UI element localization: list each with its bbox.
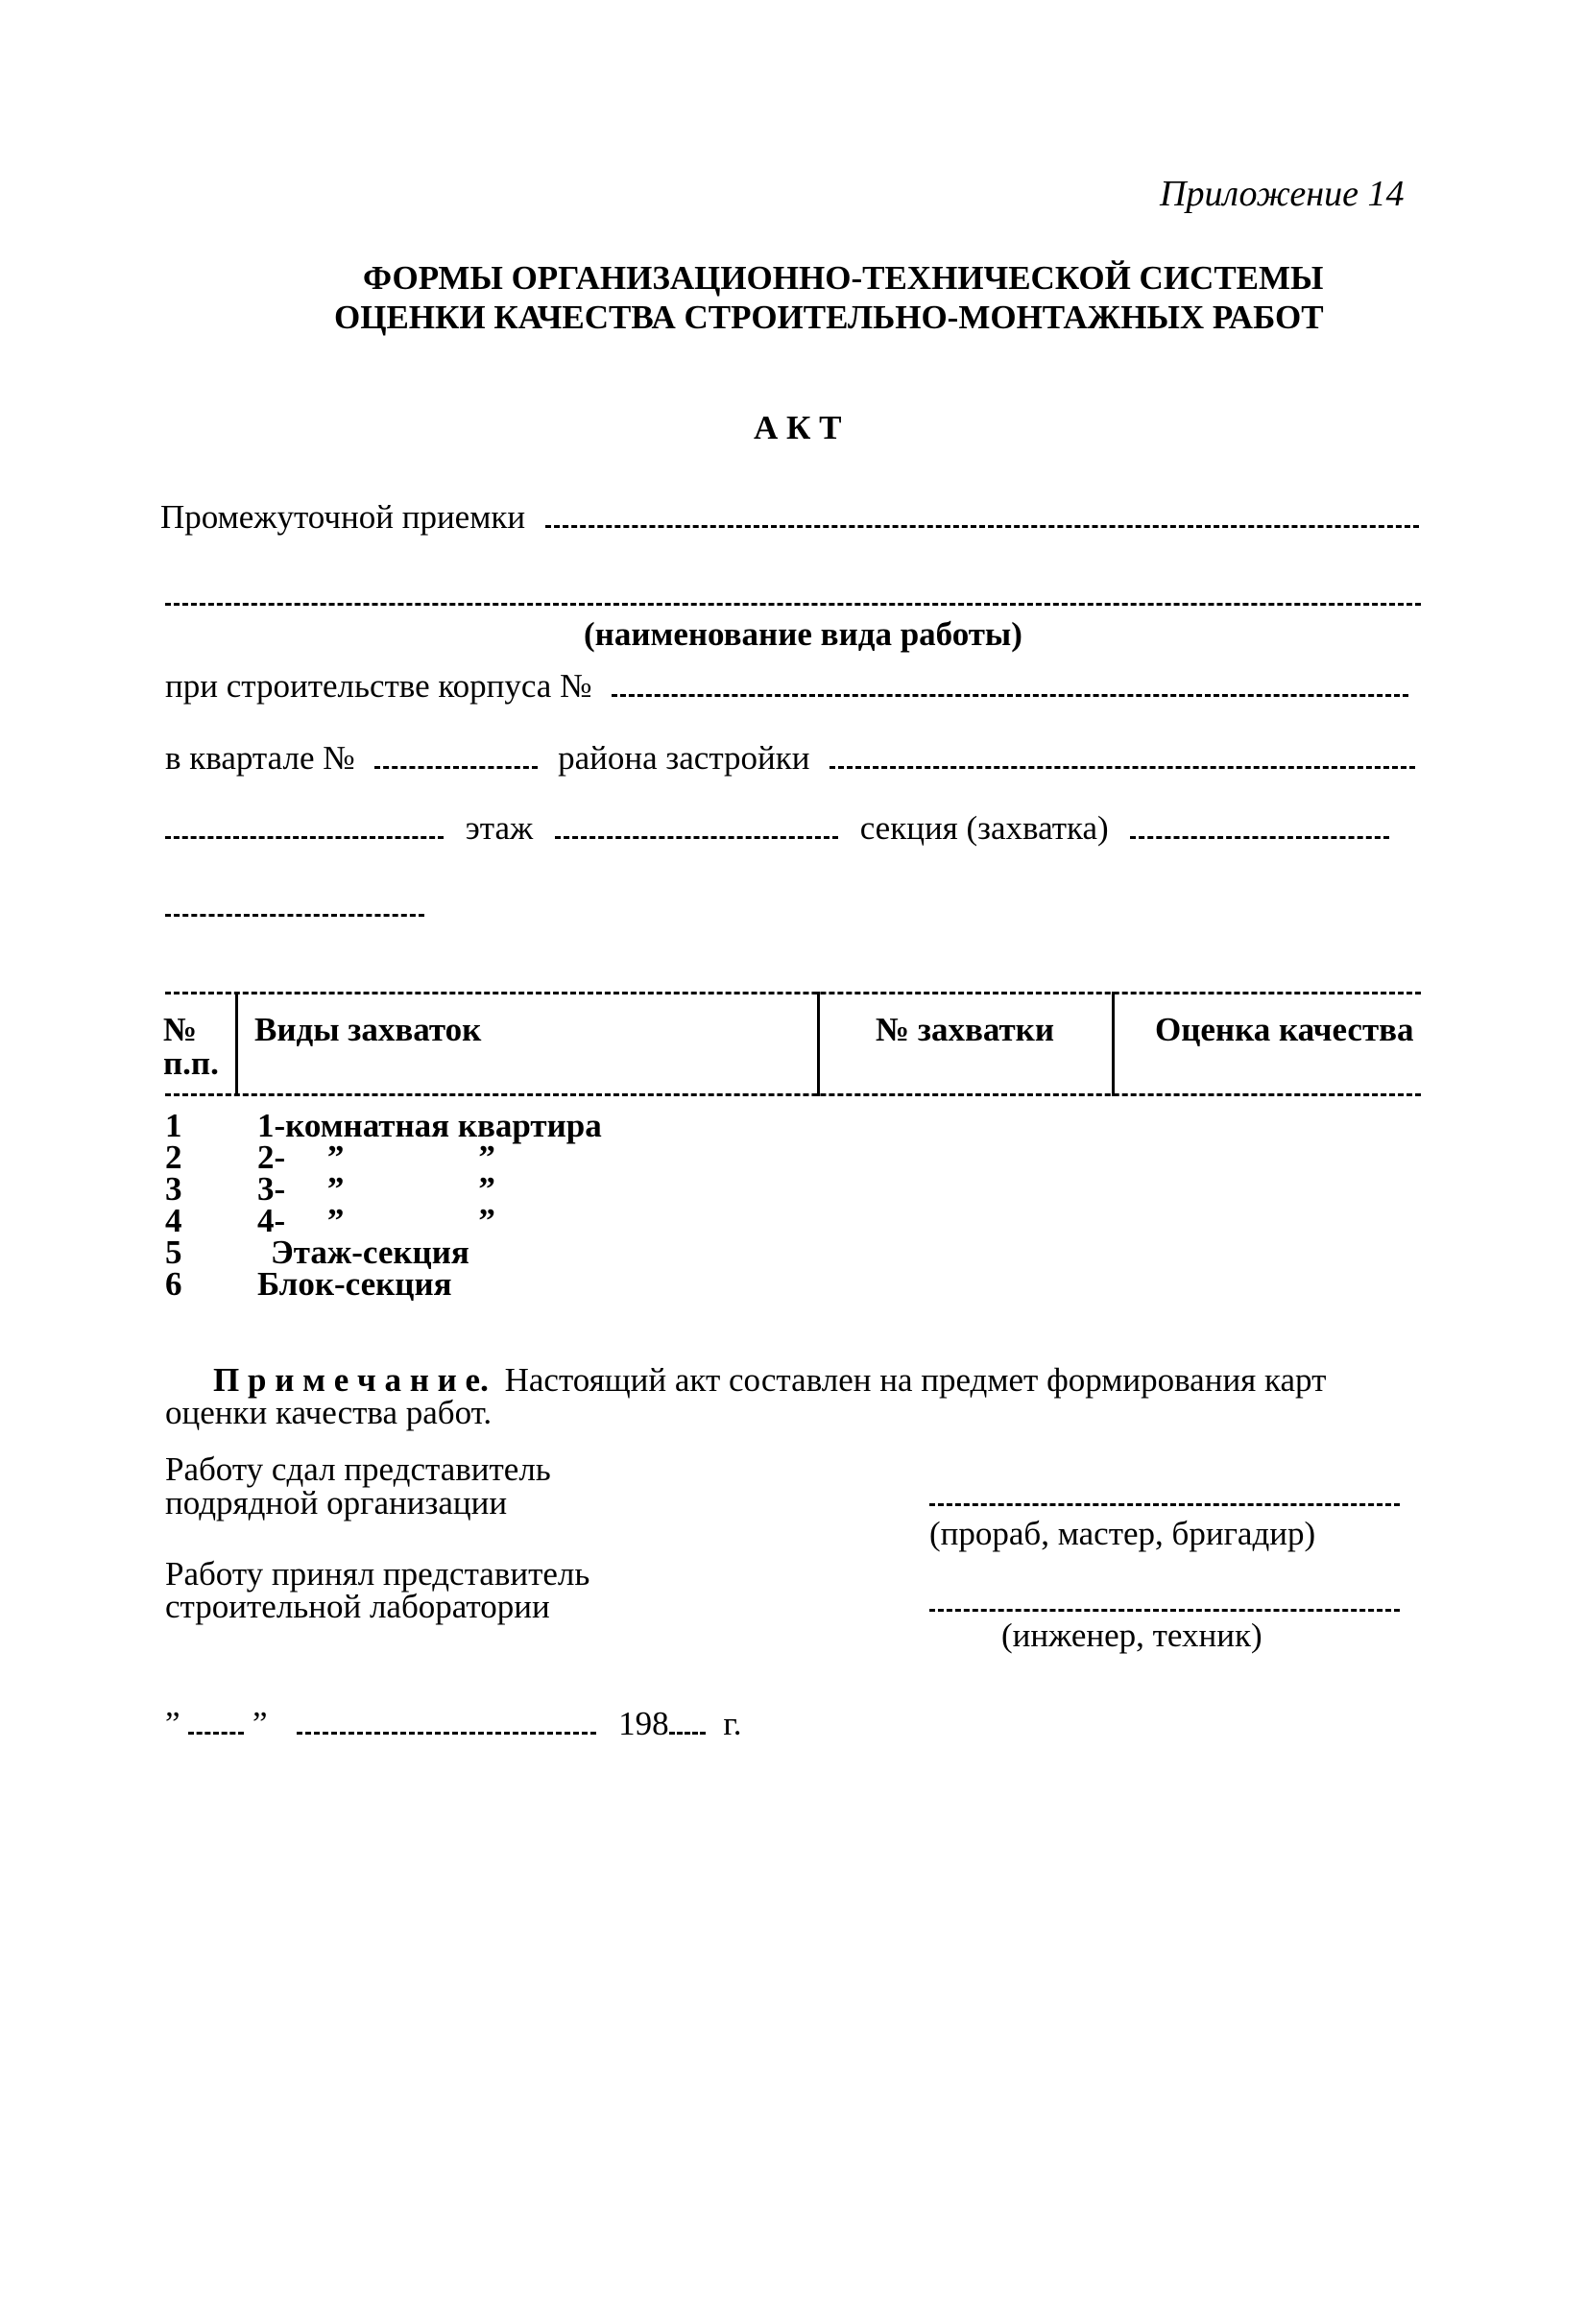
date-row: [165, 1707, 742, 1740]
table-header-rule: [165, 1093, 1421, 1096]
quarter-row: [165, 741, 1415, 775]
handed-line-1: Работу сдал представитель: [165, 1450, 551, 1488]
work-type-blank: [165, 603, 1421, 606]
accepted-caption: (инженер, техник): [1001, 1617, 1262, 1654]
accepted-signature-blank: [929, 1609, 1400, 1612]
col-header-quality: Оценка качества: [1155, 1011, 1414, 1048]
intermediate-blank: [545, 525, 1419, 528]
note-line-1: [213, 1363, 1326, 1397]
table-row-num: 6: [165, 1265, 182, 1303]
note-prefix: П р и м е ч а н и е.: [213, 1361, 489, 1399]
date-close-quote: ”: [252, 1705, 268, 1742]
quarter-blank: [374, 766, 538, 769]
note-text: Настоящий акт составлен на предмет формирования карт: [504, 1361, 1327, 1399]
handed-signature-blank: [929, 1503, 1400, 1506]
building-label: при строительстве корпуса №: [165, 667, 592, 705]
table-row-text: Этаж-секция: [271, 1234, 469, 1271]
accepted-line-2: строительной лаборатории: [165, 1588, 550, 1625]
work-type-caption: (наименование вида работы): [584, 615, 1022, 653]
table-col-divider-1: [235, 992, 238, 1096]
table-row-num: 1: [165, 1107, 182, 1144]
building-row: [165, 669, 1408, 703]
col-header-number: № захватки: [876, 1011, 1055, 1048]
table-row-num: 2: [165, 1138, 182, 1176]
handed-caption: (прораб, мастер, бригадир): [929, 1515, 1316, 1552]
accepted-line-1: Работу принял представитель: [165, 1555, 590, 1593]
act-heading: А К Т: [754, 409, 842, 446]
date-year-blank: [669, 1732, 706, 1735]
title-line-1: ФОРМЫ ОРГАНИЗАЦИОННО-ТЕХНИЧЕСКОЙ СИСТЕМЫ: [363, 259, 1324, 297]
col-header-no-2: п.п.: [163, 1044, 219, 1082]
table-row-text: 3- ” ”: [257, 1170, 495, 1208]
floor-label: этаж: [465, 809, 534, 847]
table-row-text: 4- ” ”: [257, 1202, 495, 1239]
quarter-label: в квартале №: [165, 739, 355, 777]
table-row-num: 4: [165, 1202, 182, 1239]
table-top-rule: [165, 992, 1421, 994]
section-blank: [1130, 836, 1389, 839]
table-col-divider-3: [1112, 992, 1115, 1096]
col-header-kind: Виды захваток: [254, 1011, 482, 1048]
date-month-blank: [297, 1732, 596, 1735]
building-blank: [612, 694, 1408, 697]
table-row-num: 5: [165, 1234, 182, 1271]
table-col-divider-2: [817, 992, 820, 1096]
date-open-quote: ”: [165, 1705, 180, 1742]
intermediate-label: Промежуточной приемки: [160, 498, 526, 536]
table-row-num: 3: [165, 1170, 182, 1208]
section-label: секция (захватка): [859, 809, 1109, 847]
district-blank: [830, 766, 1415, 769]
handed-line-2: подрядной организации: [165, 1484, 508, 1521]
note-line-2: оценки качества работ.: [165, 1394, 493, 1431]
date-year-prefix: 198: [618, 1705, 669, 1742]
table-row-text: 1-комнатная квартира: [257, 1107, 602, 1144]
table-row-text: 2- ” ”: [257, 1138, 495, 1176]
district-label: района застройки: [558, 739, 810, 777]
appendix-label: Приложение 14: [1160, 174, 1405, 214]
extra-blank: [165, 914, 424, 917]
date-day-blank: [188, 1732, 244, 1735]
floor-section-row: [165, 811, 1389, 845]
table-row-text: Блок-секция: [257, 1265, 452, 1303]
floor-value-blank: [555, 836, 838, 839]
floor-number-blank: [165, 836, 444, 839]
title-line-2: ОЦЕНКИ КАЧЕСТВА СТРОИТЕЛЬНО-МОНТАЖНЫХ РАБОТ: [334, 299, 1324, 336]
col-header-no: №: [163, 1011, 198, 1048]
date-suffix: г.: [723, 1705, 742, 1742]
intermediate-acceptance-row: [160, 500, 1419, 534]
